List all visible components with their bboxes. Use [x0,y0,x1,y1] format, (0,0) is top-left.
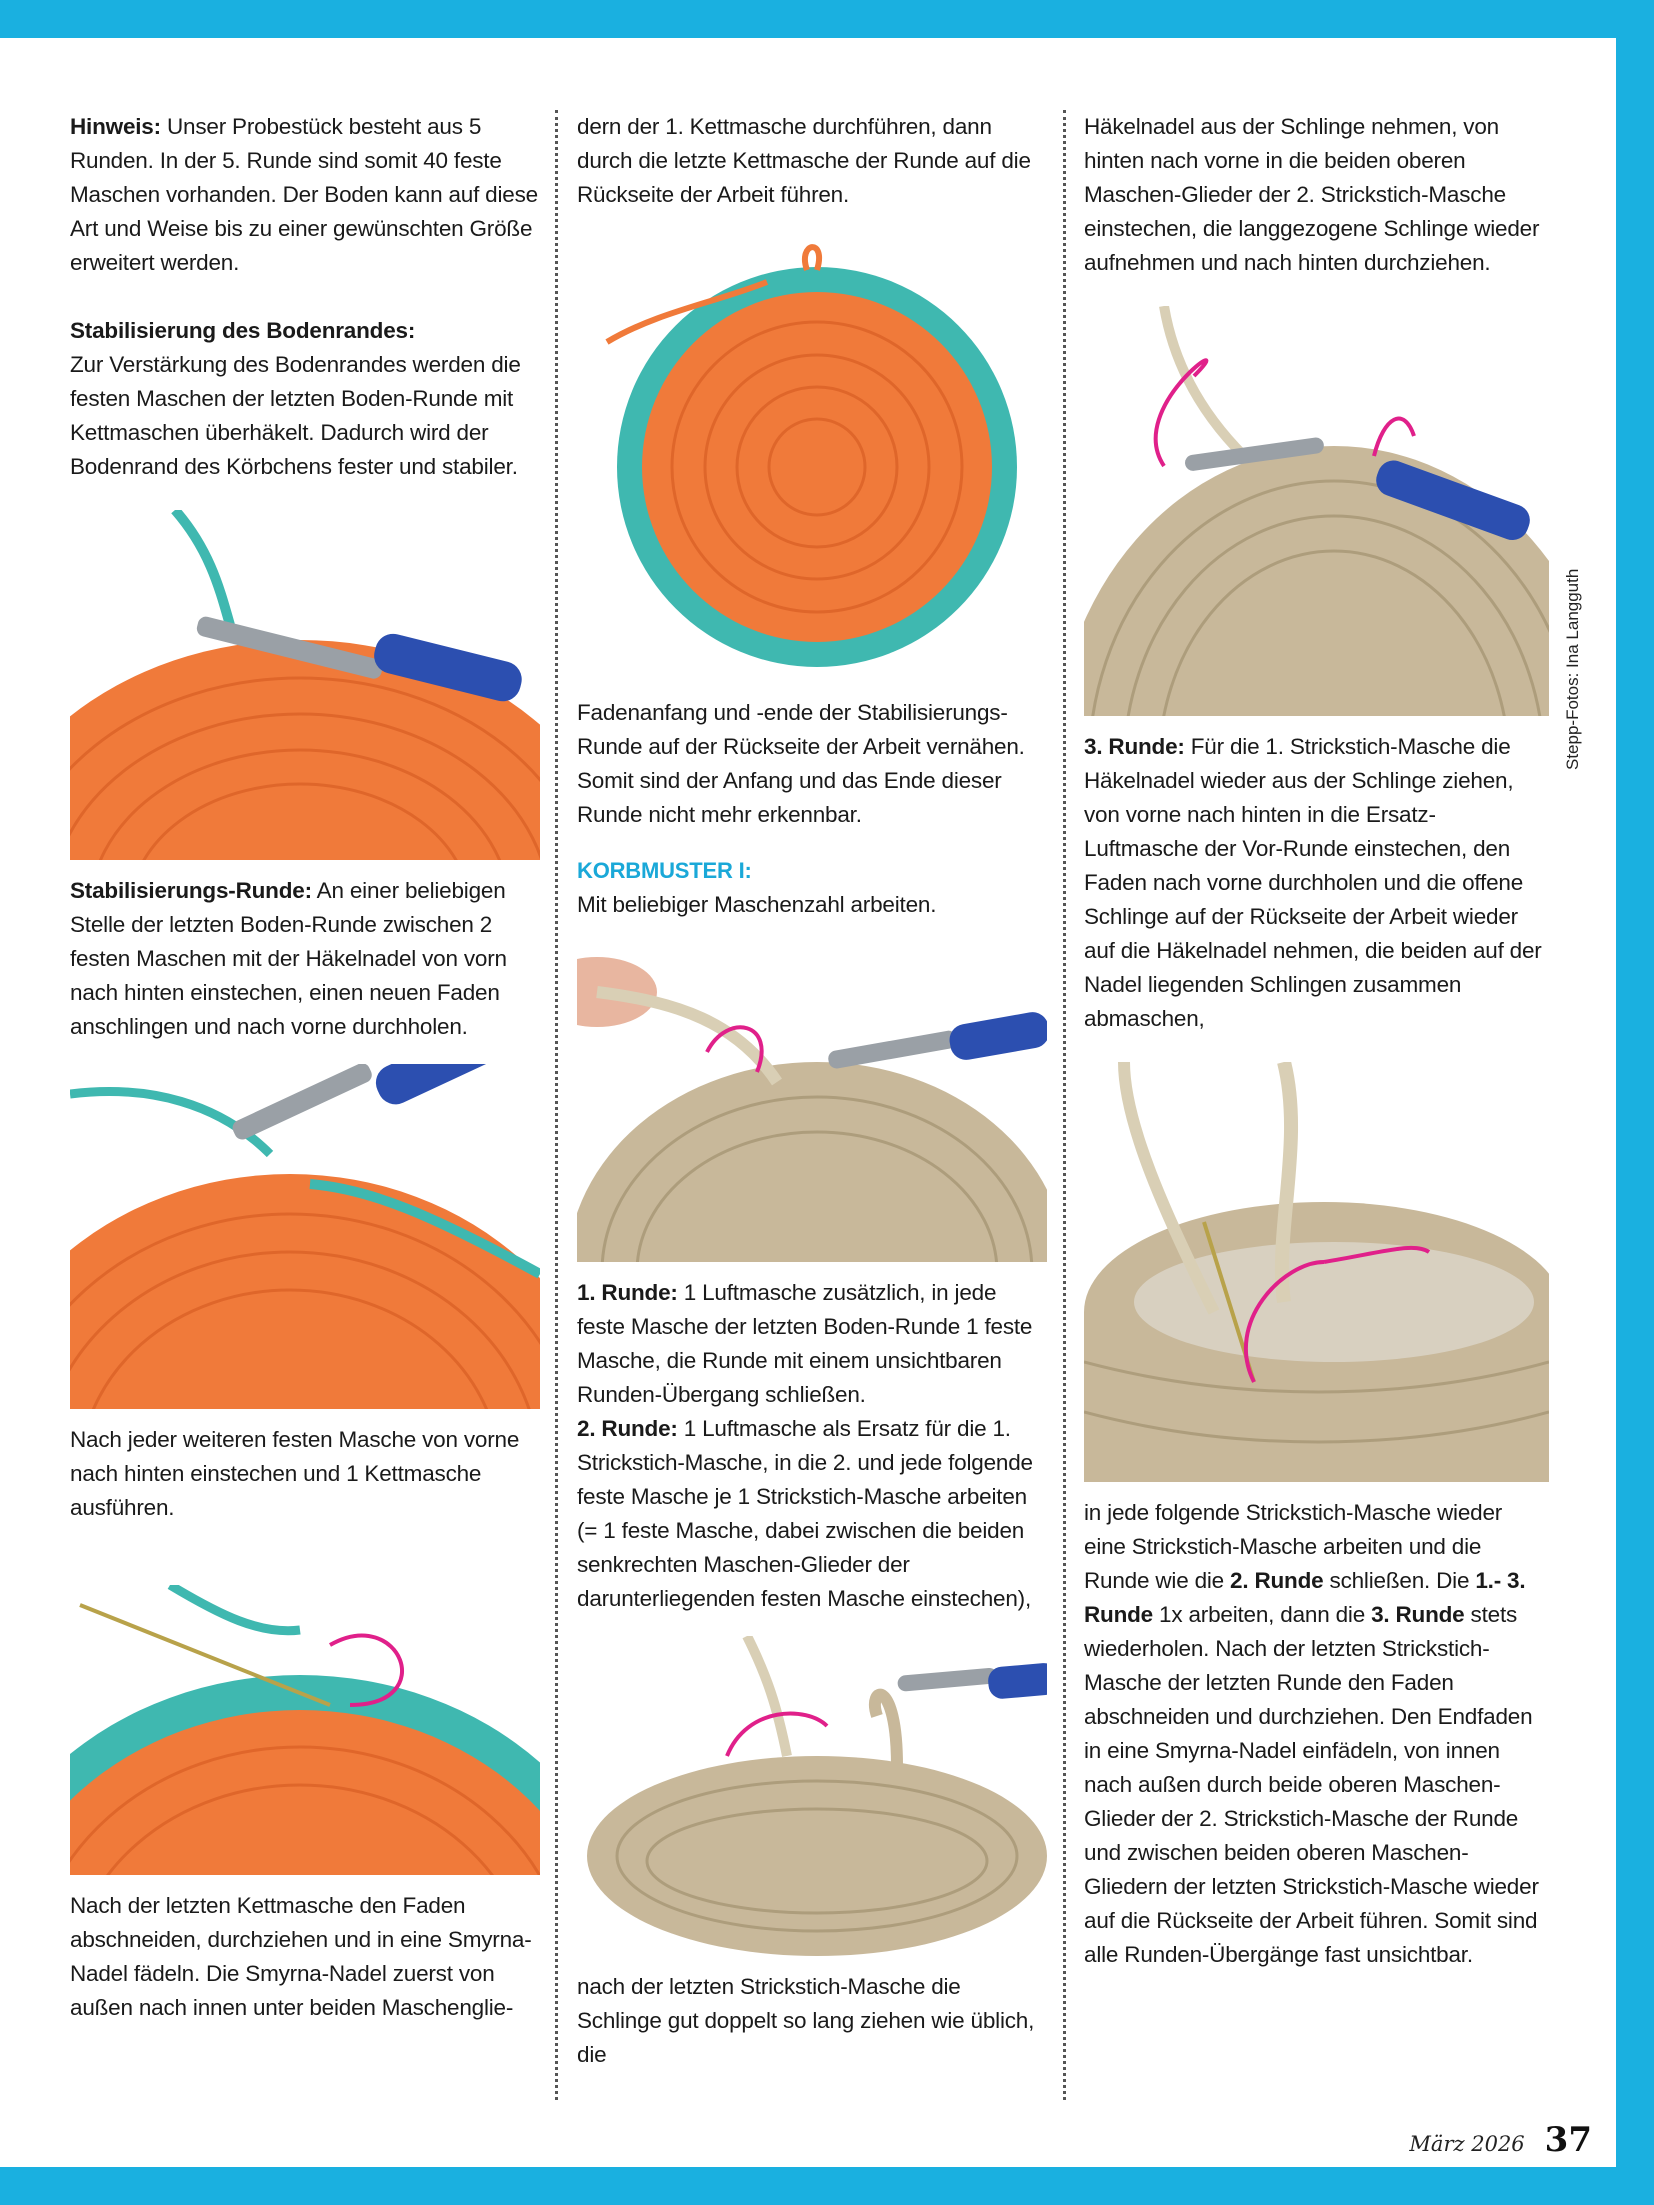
kettmasche-paragraph: Nach jeder weiteren festen Masche von vorne nach hinten einstechen und 1 Kettmasche ausführen. [70,1427,520,1520]
continued-paragraph: dern der 1. Kettmasche durchführen, dann durch die letzte Kettmasche der Runde auf die Rückseite der Arbeit führen. [577,114,1031,207]
korbmuster-paragraph: Mit beliebiger Maschenzahl arbeiten. [577,892,937,917]
photo-raffia-round-1 [577,942,1047,1262]
photo-raffia-basket-needle [1084,1062,1549,1482]
issue-date: März 2026 [1409,2132,1525,2156]
photo-orange-base-hook [70,510,540,860]
hinweis-paragraph: Hinweis: Unser Probestück besteht aus 5 Runden. In der 5. Runde sind somit 40 feste Maschen vorhanden. Der Boden kann auf diese Art und Weise bis zu einer gewünschten Größe erweitert werden. [70,114,538,275]
photo-credit: Stepp-Fotos: Ina Langguth [1563,568,1582,770]
page-number: 37 [1544,2120,1592,2160]
column-separator [555,110,558,2100]
fadenanfang-paragraph: Fadenanfang und -ende der Stabilisierungs-Runde auf der Rückseite der Arbeit vernähen. Somit sind der Anfang und das Ende dieser Runde nicht mehr erkennbar. [577,700,1025,827]
faden-abschneiden-paragraph: Nach der letzten Kettmasche den Faden abschneiden, durchziehen und in eine Smyrna-Nadel fädeln. Die Smyrna-Nadel zuerst von außen nach innen unter beiden Maschenglie- [70,1893,532,2020]
runde-3-paragraph: 3. Runde: Für die 1. Strickstich-Masche die Häkelnadel wieder aus der Schlinge ziehen, von vorne nach hinten in die Ersatz-Luftmasche der Vor-Runde einstechen, den Faden nach vorne durchholen und die offene Schlinge auf der Rückseite der Arbeit wieder auf die Häkelnadel nehmen, die beiden auf der Nadel liegenden Schlingen zusammen abmaschen, [1084,734,1542,1031]
page-footer [1409,2120,1592,2160]
column-3 [1084,110,1549,1972]
right-frame-bar [1616,0,1654,2205]
stabilisierungs-runde-paragraph: Stabilisierungs-Runde: An einer beliebigen Stelle der letzten Boden-Runde zwischen 2 festen Maschen mit der Häkelnadel von vorn nach hinten einstechen, einen neuen Faden anschlingen und nach vorne durchholen. [70,878,507,1039]
photo-raffia-long-loop [1084,306,1549,716]
abschluss-paragraph: in jede folgende Strickstich-Masche wieder eine Strickstich-Masche arbeiten und die Runde wie die 2. Runde schließen. Die 1.- 3. Runde 1x arbeiten, dann die 3. Runde stets wiederholen. Nach der letzten Strickstich-Masche der letzten Runde den Faden abschneiden und durchziehen. Den Endfaden in eine Smyrna-Nadel einfädeln, von innen nach außen durch beide oberen Maschen-Glieder der 2. Strickstich-Masche der Runde und zwischen beiden oberen Maschen-Gliedern der letzten Strickstich-Masche wieder auf die Rückseite der Arbeit führen. Somit sind alle Runden-Übergänge fast unsichtbar. [1084,1500,1539,1967]
photo-raffia-round-2 [577,1636,1047,1956]
schlinge-paragraph: nach der letzten Strickstich-Masche die Schlinge gut doppelt so lang ziehen wie üblich, die [577,1974,1035,2067]
stabilisierung-paragraph: Zur Verstärkung des Bodenrandes werden die festen Maschen der letzten Boden-Runde mit Kettmaschen überhäkelt. Dadurch wird der Bodenrand des Körbchens fester und stabiler. [70,352,521,479]
column-1 [70,110,540,2025]
bottom-frame-bar [0,2167,1654,2205]
korbmuster-heading: KORBMUSTER I: [577,858,752,883]
column-2 [577,110,1047,2072]
top-frame-bar [0,0,1654,38]
runde-2-paragraph: 2. Runde: 1 Luftmasche als Ersatz für die 1. Strickstich-Masche, in die 2. und jede folgende feste Masche je 1 Strickstich-Masche arbeiten (= 1 feste Masche, dabei zwischen die beiden senkrechten Maschen-Glieder der darunterliegenden festen Masche einstechen), [577,1416,1033,1611]
runde-1-paragraph: 1. Runde: 1 Luftmasche zusätzlich, in jede feste Masche der letzten Boden-Runde 1 feste Masche, die Runde mit einem unsichtbaren Runden-Übergang schließen. [577,1280,1033,1407]
photo-finished-base [577,242,1047,682]
column-separator [1063,110,1066,2100]
haekelnadel-paragraph: Häkelnadel aus der Schlinge nehmen, von hinten nach vorne in die beiden oberen Maschen-Glieder der 2. Strickstich-Masche einstechen, die langgezogene Schlinge wieder aufnehmen und nach hinten durchziehen. [1084,114,1540,275]
photo-smyrna-needle [70,1585,540,1875]
photo-orange-base-first-chain [70,1064,540,1409]
stabilisierung-heading: Stabilisierung des Bodenrandes: [70,318,416,343]
